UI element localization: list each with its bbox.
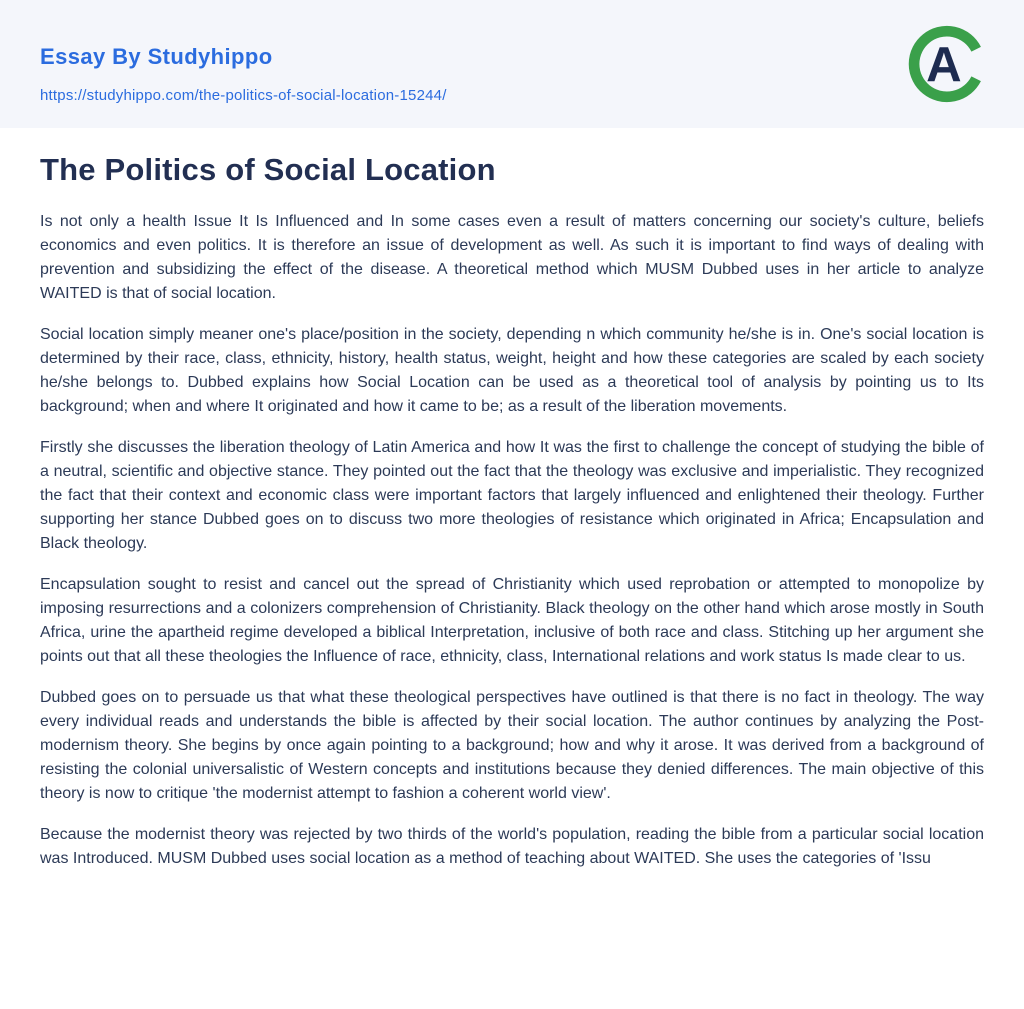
essay-paragraph: Social location simply meaner one's place/position in the society, depending n which community he/she is in. One's social location is determined by their race, class, ethnicity, history, health status, weight, height and how these categories are scaled by each society he/she belongs to. Dubbed explains how Social Location can be used as a theoretical tool of analysis by pointing us to Its background; when and where It originated and how it came to be; as a result of the liberation movements. — [40, 326, 984, 415]
essay-paragraph: Dubbed goes on to persuade us that what these theological perspectives have outlined is that there is no fact in theology. The way every individual reads and understands the bible is affected by their social location. The author continues by analyzing the Post-modernism theory. She begins by once again pointing to a background; how and why it arose. It was derived from a background of resisting the colonial universalistic of Western concepts and institutions because they denied differences. The main objective of this theory is now to critique 'the modernist attempt to fashion a coherent world view'. — [40, 689, 984, 802]
header-title: Essay By Studyhippo — [40, 44, 273, 69]
essay-paragraph: Because the modernist theory was rejected by two thirds of the world's population, reading the bible from a particular social location was Introduced. MUSM Dubbed uses social location as a method of teaching about WAITED. She uses the categories of 'Issu — [40, 826, 984, 867]
essay-title: The Politics of Social Location — [40, 152, 496, 187]
essay-paragraph: Firstly she discusses the liberation theology of Latin America and how It was the first to challenge the concept of studying the bible of a neutral, scientific and objective stance. They pointed out the fact that the theology was exclusive and imperialistic. They recognized the fact that their context and economic class were important factors that largely influenced and enlightened their theology. Further supporting her stance Dubbed goes on to discuss two more theologies of resistance which originated in Africa; Encapsulation and Black theology. — [40, 439, 984, 552]
essay-paragraph: Encapsulation sought to resist and cancel out the spread of Christianity which used reprobation or attempted to monopolize by imposing resurrections and a colonizers comprehension of Christianity. Black theology on the other hand which arose mostly in South Africa, urine the apartheid regime developed a biblical Interpretation, inclusive of both race and class. Stitching up her argument she points out that all these theologies the Influence of race, ethnicity, class, International relations and work status Is made clear to us. — [40, 576, 984, 665]
source-url-link[interactable]: https://studyhippo.com/the-politics-of-social-location-15244/ — [40, 87, 447, 104]
studyhippo-logo — [904, 20, 986, 108]
page-header — [0, 0, 1024, 128]
logo-letter: A — [926, 37, 962, 93]
essay-body — [0, 128, 1024, 871]
essay-paragraph: Is not only a health Issue It Is Influenced and In some cases even a result of matters concerning our society's culture, beliefs economics and even politics. It is therefore an issue of development as well. As such it is important to find ways of dealing with prevention and subsidizing the effect of the disease. A theoretical method which MUSM Dubbed uses in her article to analyze WAITED is that of social location. — [40, 213, 984, 302]
